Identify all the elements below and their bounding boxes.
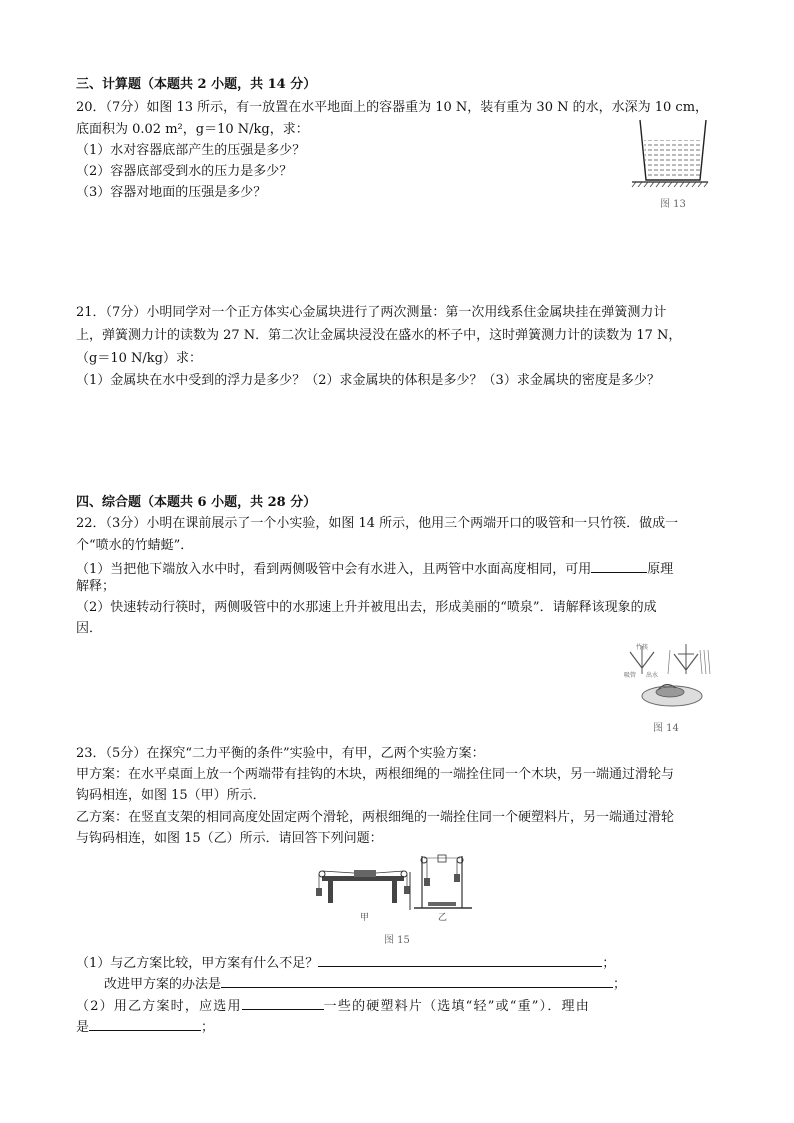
q23-sub2-blank[interactable] xyxy=(242,995,324,1010)
water-fill xyxy=(644,140,702,180)
fig14-label-outflow: 出水 xyxy=(646,672,659,679)
figure-14-caption: 图 14 xyxy=(653,723,679,734)
q21-line1: 21．（7分）小明同学对一个正方体实心金属块进行了两次测量：第一次用线系住金属块挂在弹簧测力计 xyxy=(76,305,667,320)
q23-reason-text: 是 xyxy=(76,1020,90,1035)
q22-line5: （2）快速转动行筷时，两侧吸管中的水那速上升并被甩出去，形成美丽的“喷泉”．请解释该现象的成 xyxy=(76,600,657,615)
q20-sub3: （3）容器对地面的压强是多少？ xyxy=(76,185,267,200)
q23-line2: 甲方案：在水平桌面上放一个两端带有挂钩的木块，两根细绳的一端拴住同一个木块，另一端通过滑轮与 xyxy=(76,767,675,782)
q22-line1: 22．（3分）小明在课前展示了一个小实验，如图 14 所示，他用三个两端开口的吸管和一只竹筷．做成一 xyxy=(76,516,679,531)
section4-heading: 四、综合题（本题共 6 小题，共 28 分） xyxy=(76,495,317,510)
q22-line6: 因． xyxy=(76,621,103,636)
q23-reason-end: ； xyxy=(201,1020,215,1035)
q22-line3-text: （1）当把他下端放入水中时，看到两侧吸管中会有水进入，且两管中水面高度相同，可用 xyxy=(76,562,592,577)
figure-13-caption: 图 13 xyxy=(660,199,686,210)
q21-line4: （1）金属块在水中受到的浮力是多少？（2）求金属块的体积是多少？（3）求金属块的密度是多少？ xyxy=(76,373,660,388)
q23-sub2-rest: 一些的硬塑料片（选填“轻”或“重”）．理由 xyxy=(323,999,590,1014)
q22-line2: 个“喷水的竹蜻蜓”． xyxy=(76,538,194,553)
q23-sub1-blank[interactable] xyxy=(318,952,602,967)
figure-14 xyxy=(622,640,714,718)
q20-line1: 20．（7分）如图 13 所示，有一放置在水平地面上的容器重为 10 N，装有重为 30 N 的水，水深为 10 cm， xyxy=(76,100,709,115)
fig14-label-straw: 吸管 xyxy=(624,672,637,679)
q20-sub2: （2）容器底部受到水的压力是多少？ xyxy=(76,164,293,179)
q20-sub1: （1）水对容器底部产生的压强是多少？ xyxy=(76,143,306,158)
q22-line3 xyxy=(76,558,673,579)
q22-answer-blank[interactable] xyxy=(591,558,647,573)
q23-improve-end: ； xyxy=(613,977,627,992)
q23-line3: 钩码相连，如图 15（甲）所示． xyxy=(76,788,266,803)
fig14-label-chopstick: 竹筷 xyxy=(636,644,649,651)
q23-sub2-text: （2）用乙方案时，应选用 xyxy=(76,999,242,1014)
q23-reason-blank[interactable] xyxy=(89,1016,201,1031)
q21-line2: 上，弹簧测力计的读数为 27 N．第二次让金属块浸没在盛水的杯子中，这时弹簧测力计的读数为 17 N， xyxy=(76,328,682,343)
section3-heading: 三、计算题（本题共 2 小题，共 14 分） xyxy=(76,77,317,92)
fig15-label-yi: 乙 xyxy=(438,913,448,923)
fig15-label-jia: 甲 xyxy=(360,913,370,923)
q23-sub1-text: （1）与乙方案比较，甲方案有什么不足？ xyxy=(76,956,319,971)
q23-sub2-line1 xyxy=(76,995,590,1016)
force-balance-diagram xyxy=(310,850,480,925)
q23-sub1-line1 xyxy=(76,952,615,973)
q23-sub1-line2 xyxy=(104,973,626,994)
q23-line1: 23．（5分）在探究“二力平衡的条件”实验中，有甲，乙两个实验方案： xyxy=(76,746,485,761)
q23-line5: 与钩码相连，如图 15（乙）所示．请回答下列问题： xyxy=(76,831,383,846)
bamboo-dragonfly-diagram xyxy=(622,640,714,718)
q23-sub2-line2 xyxy=(76,1016,214,1037)
figure-15-caption: 图 15 xyxy=(384,935,410,946)
q22-line3-end: 原理 xyxy=(647,562,674,577)
q23-line4: 乙方案：在竖直支架的相同高度处固定两个滑轮，两根细绳的一端拴住同一个硬塑料片，另一端通过滑轮 xyxy=(76,810,675,825)
q22-line4: 解释； xyxy=(76,579,116,594)
q23-improve-blank[interactable] xyxy=(221,973,613,988)
figure-15 xyxy=(310,850,480,925)
q20-line2: 底面积为 0.02 m²，g＝10 N/kg，求： xyxy=(76,122,309,137)
q21-line3: （g＝10 N/kg）求： xyxy=(76,351,202,366)
q23-improve-text: 改进甲方案的办法是 xyxy=(104,977,222,992)
q23-sub1-end: ； xyxy=(602,956,616,971)
